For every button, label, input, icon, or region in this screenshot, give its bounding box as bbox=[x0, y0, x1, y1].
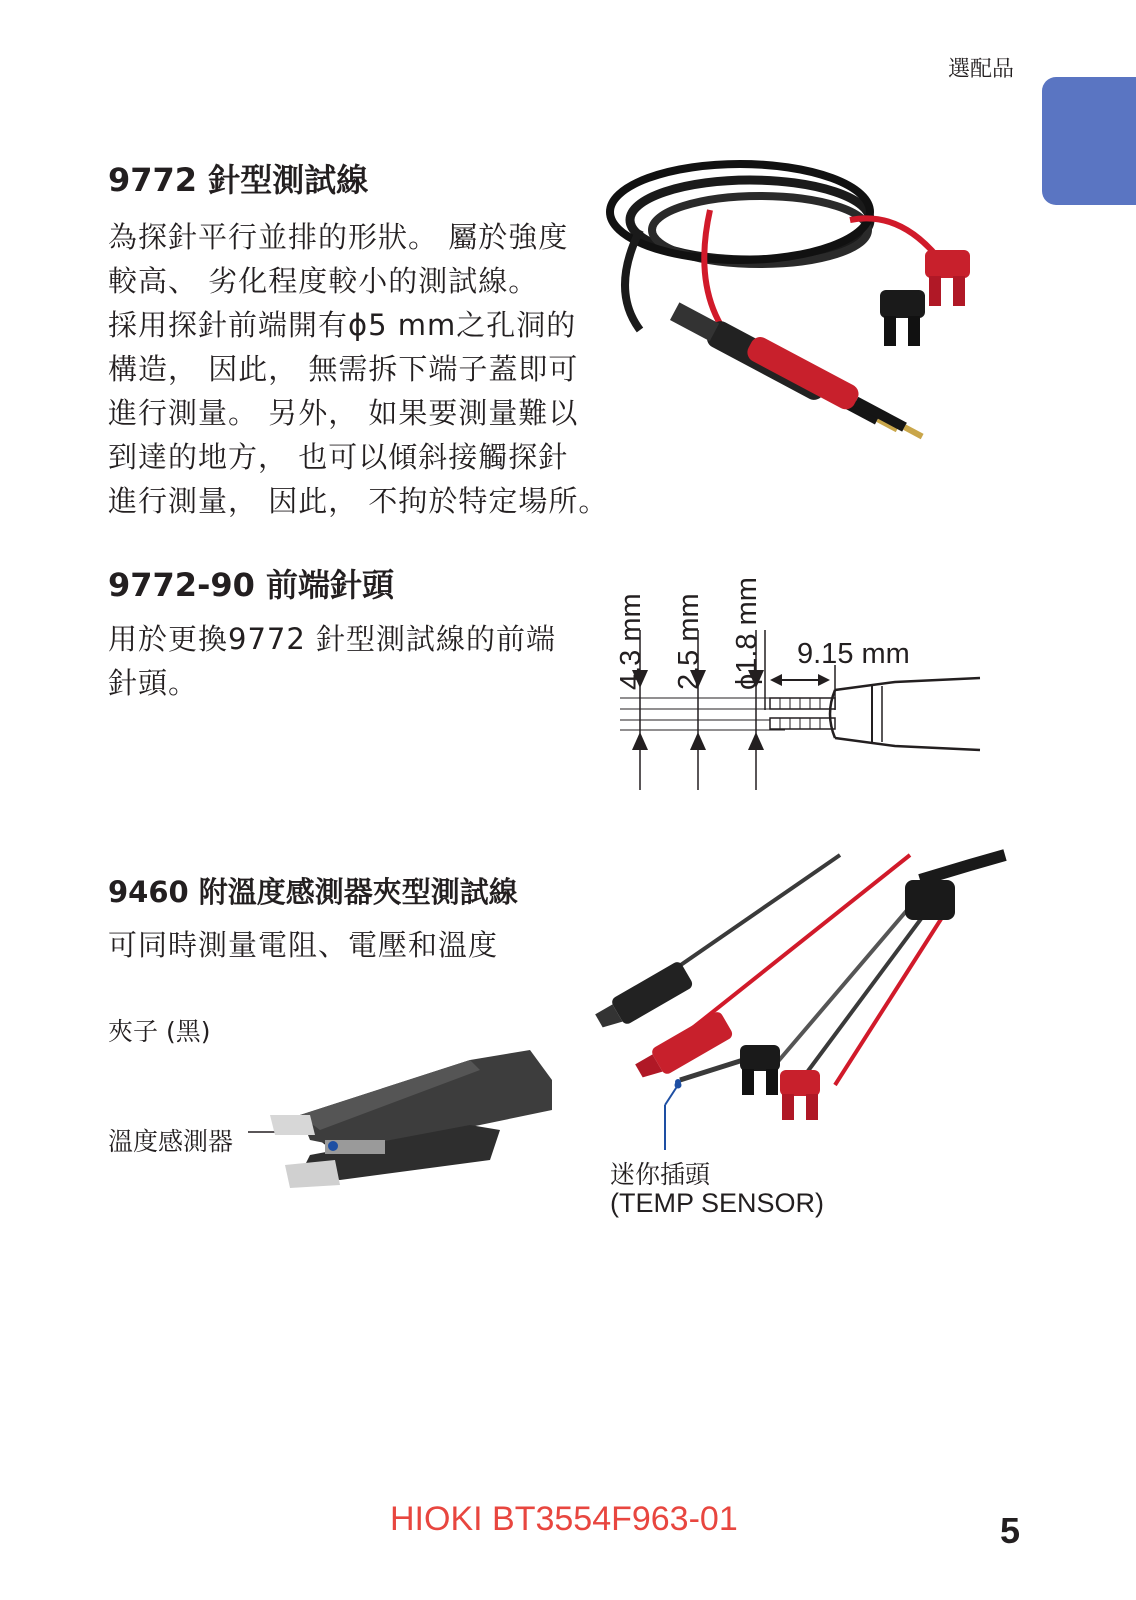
text-line: 為探針平行並排的形狀。 屬於強度 bbox=[108, 220, 569, 254]
dim-9-15mm: 9.15 mm bbox=[797, 638, 910, 670]
dim-2-5mm: 2.5 mm bbox=[673, 593, 705, 690]
section-title-9772-90: 9772-90 前端針頭 bbox=[108, 566, 395, 604]
document-code: HIOKI BT3554F963-01 bbox=[390, 1500, 738, 1538]
temperature-sensor-label: 溫度感測器 bbox=[108, 1127, 234, 1156]
section-tab bbox=[1042, 77, 1136, 205]
text-line: 採用探針前端開有ϕ5 mm之孔洞的 bbox=[108, 308, 577, 342]
tip-dimension-drawing bbox=[610, 570, 1010, 810]
mini-plug-label: 迷你插頭 bbox=[610, 1160, 711, 1189]
clip-label: 夾子 (黑) bbox=[108, 1017, 211, 1046]
clip-closeup-photo bbox=[240, 1040, 570, 1210]
section-9772-90-description bbox=[108, 617, 556, 705]
text-line: 用於更換9772 針型測試線的前端 bbox=[108, 622, 557, 656]
section-title-9460: 9460 附溫度感測器夾型測試線 bbox=[108, 875, 518, 909]
dim-1-8mm: ϕ1.8 mm bbox=[731, 577, 763, 690]
mini-plug-leader-line bbox=[660, 1080, 700, 1160]
section-9460-description bbox=[108, 923, 498, 967]
text-line: 構造， 因此， 無需拆下端子蓋即可 bbox=[108, 352, 579, 386]
text-line: 較高、 劣化程度較小的測試線。 bbox=[108, 264, 539, 298]
text-line: 進行測量， 因此， 不拘於特定場所。 bbox=[108, 484, 609, 518]
mini-plug-sub-label: (TEMP SENSOR) bbox=[610, 1188, 825, 1218]
text-line: 可同時測量電阻、電壓和溫度 bbox=[108, 928, 499, 962]
clip-test-lead-photo bbox=[590, 850, 1010, 1140]
section-9772-description bbox=[108, 215, 608, 523]
dim-4-3mm: 4.3 mm bbox=[615, 593, 647, 690]
section-label: 選配品 bbox=[948, 57, 1015, 82]
text-line: 針頭。 bbox=[108, 666, 199, 700]
section-title-9772: 9772 針型測試線 bbox=[108, 161, 369, 199]
text-line: 進行測量。 另外， 如果要測量難以 bbox=[108, 396, 579, 430]
pin-test-lead-photo bbox=[600, 150, 1020, 480]
text-line: 到達的地方， 也可以傾斜接觸探針 bbox=[108, 440, 569, 474]
page-number: 5 bbox=[1000, 1510, 1021, 1551]
